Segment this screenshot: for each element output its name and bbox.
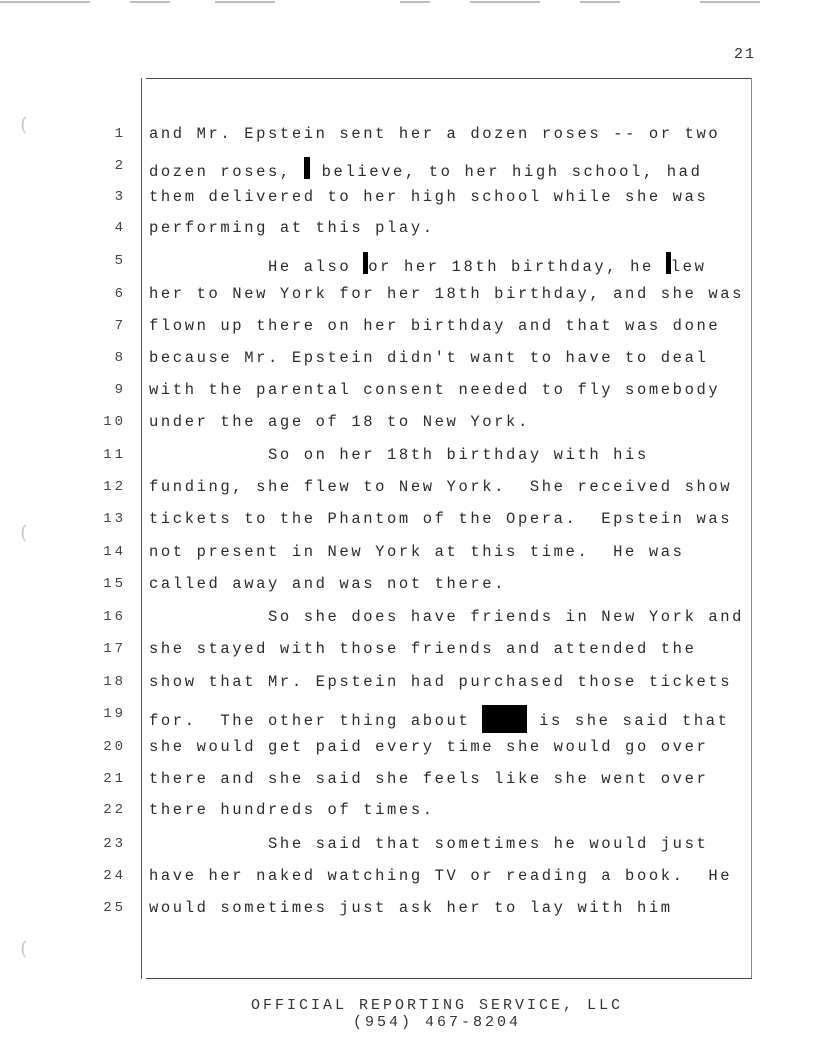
line-number: 1 bbox=[114, 126, 126, 142]
transcript-segment: He also bbox=[149, 258, 364, 276]
line-number: 20 bbox=[103, 739, 126, 755]
line-number: 24 bbox=[103, 868, 126, 884]
reporting-company: OFFICIAL REPORTING SERVICE, LLC bbox=[250, 997, 624, 1014]
right-margin-line bbox=[751, 78, 752, 979]
transcript-line: not present in New York at this time. He was bbox=[149, 543, 685, 561]
line-number: 10 bbox=[103, 414, 126, 430]
transcript-line: them delivered to her high school while she was bbox=[149, 188, 709, 206]
redaction-box bbox=[482, 705, 527, 733]
transcript-segment: lew bbox=[670, 258, 707, 276]
line-number: 15 bbox=[103, 576, 126, 592]
line-number: 16 bbox=[103, 609, 126, 625]
transcript-line: because Mr. Epstein didn't want to have to deal bbox=[149, 349, 709, 367]
line-number: 9 bbox=[114, 382, 126, 398]
line-number: 5 bbox=[114, 253, 126, 269]
transcript-line: she would get paid every time she would go over bbox=[149, 738, 709, 756]
top-border bbox=[146, 78, 752, 79]
scan-punch-mark: ( bbox=[20, 112, 28, 136]
reporting-phone: (954) 467-8204 bbox=[352, 1014, 522, 1031]
line-number: 6 bbox=[114, 286, 126, 302]
scan-punch-mark: ( bbox=[20, 520, 28, 544]
line-number: 17 bbox=[103, 641, 126, 657]
line-number: 2 bbox=[114, 158, 126, 174]
transcript-line: So on her 18th birthday with his bbox=[149, 446, 649, 464]
transcript-segment: is she said that bbox=[527, 712, 730, 730]
scan-edge-marks bbox=[0, 0, 814, 6]
transcript-line: with the parental consent needed to fly somebody bbox=[149, 381, 721, 399]
transcript-line: tickets to the Phantom of the Opera. Epstein was bbox=[149, 510, 733, 528]
line-number: 21 bbox=[103, 771, 126, 787]
line-number: 4 bbox=[114, 220, 126, 236]
transcript-line: and Mr. Epstein sent her a dozen roses -- or two bbox=[149, 125, 721, 143]
transcript-line: her to New York for her 18th birthday, and she was bbox=[149, 285, 745, 303]
line-number: 14 bbox=[103, 544, 126, 560]
line-number: 19 bbox=[103, 706, 126, 722]
transcript-line: there hundreds of times. bbox=[149, 801, 435, 819]
line-number: 12 bbox=[103, 479, 126, 495]
transcript-segment: or her 18th birthday, he bbox=[368, 258, 666, 276]
transcript-line: funding, she flew to New York. She received show bbox=[149, 478, 733, 496]
transcript-line: flown up there on her birthday and that was done bbox=[149, 317, 721, 335]
transcript-line bbox=[149, 157, 702, 181]
transcript-line: performing at this play. bbox=[149, 219, 435, 237]
bottom-border bbox=[146, 978, 752, 979]
transcript-line: So she does have friends in New York and bbox=[149, 608, 745, 626]
transcript-line: under the age of 18 to New York. bbox=[149, 413, 530, 431]
transcript-line bbox=[149, 705, 730, 733]
line-number: 25 bbox=[103, 900, 126, 916]
transcript-line: She said that sometimes he would just bbox=[149, 835, 709, 853]
transcript-line: called away and was not there. bbox=[149, 575, 507, 593]
line-number: 23 bbox=[103, 836, 126, 852]
scan-punch-mark: ( bbox=[20, 936, 28, 960]
transcript-line: she stayed with those friends and attended the bbox=[149, 640, 697, 658]
line-number: 22 bbox=[103, 802, 126, 818]
transcript-segment: dozen roses, bbox=[149, 163, 304, 181]
line-number: 7 bbox=[114, 318, 126, 334]
transcript-line: there and she said she feels like she went over bbox=[149, 770, 709, 788]
transcript-line bbox=[149, 252, 707, 276]
reporter-footer bbox=[0, 997, 814, 1031]
line-number: 13 bbox=[103, 511, 126, 527]
transcript-line: show that Mr. Epstein had purchased those tickets bbox=[149, 673, 733, 691]
transcript-segment: believe, to her high school, had bbox=[309, 163, 703, 181]
transcript-line: have her naked watching TV or reading a book. He bbox=[149, 867, 733, 885]
transcript-segment: for. The other thing about bbox=[149, 712, 483, 730]
line-number: 18 bbox=[103, 674, 126, 690]
left-margin-line bbox=[141, 78, 142, 979]
line-number: 3 bbox=[114, 189, 126, 205]
line-number: 11 bbox=[103, 447, 126, 463]
page-number: 21 bbox=[733, 46, 756, 63]
transcript-line: would sometimes just ask her to lay with him bbox=[149, 899, 673, 917]
line-number: 8 bbox=[114, 350, 126, 366]
